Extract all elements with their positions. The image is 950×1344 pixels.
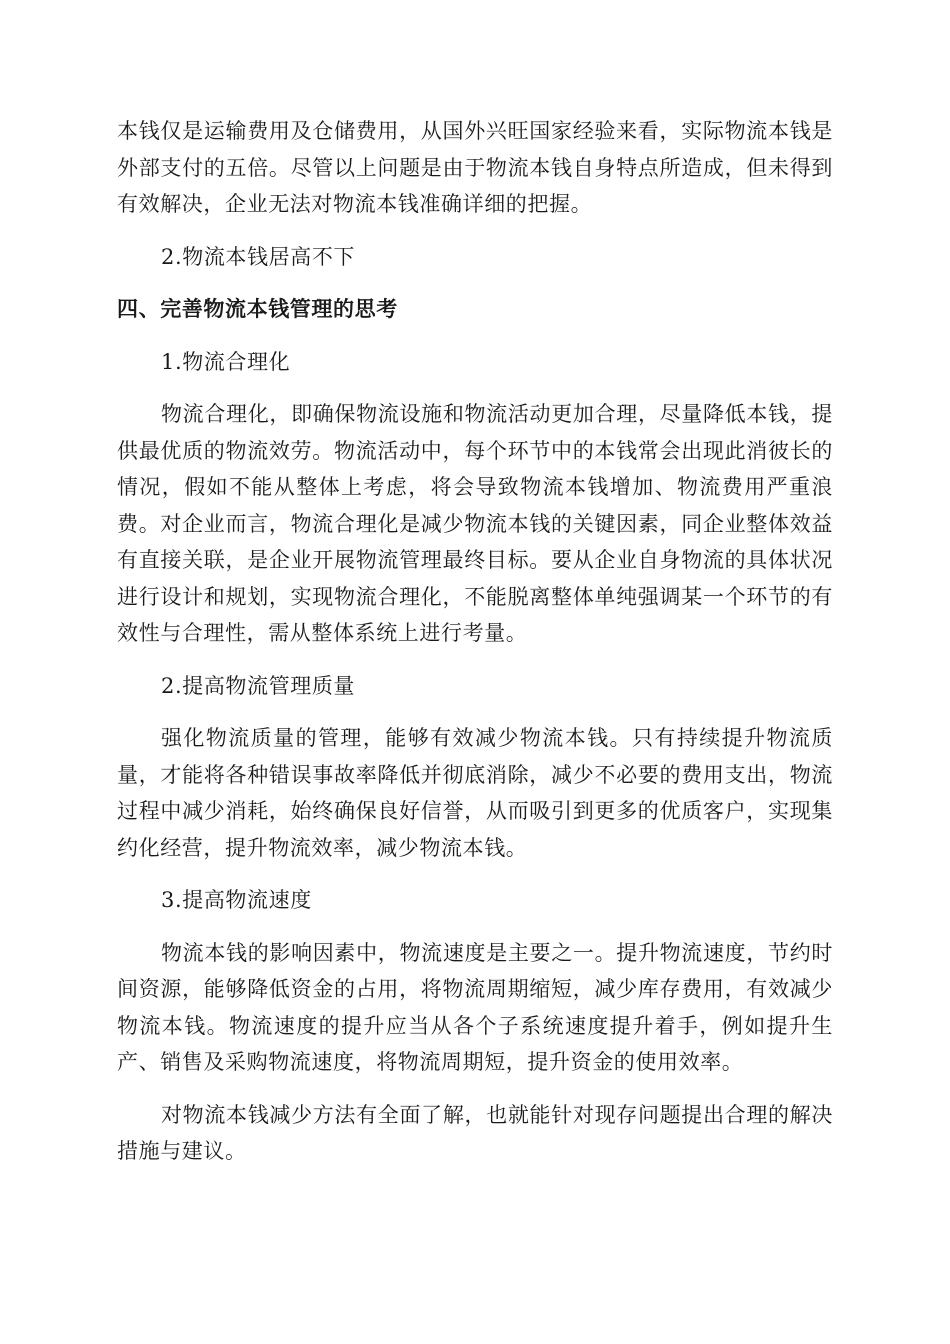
closing-paragraph: 对物流本钱减少方法有全面了解，也就能针对现存问题提出合理的解决措施与建议。 [117, 1102, 833, 1163]
subsection-2-body: 强化物流质量的管理，能够有效减少物流本钱。只有持续提升物流质量，才能将各种错误事故率降低并彻底消除，减少不必要的费用支出，物流过程中减少消耗，始终确保良好信誉，从而吸引到更多的优质客户，实现集约化经营，提升物流效率，减少物流本钱。 [117, 726, 833, 860]
intro-paragraph: 本钱仅是运输费用及仓储费用，从国外兴旺国家经验来看，实际物流本钱是外部支付的五倍。尽管以上问题是由于物流本钱自身特点所造成，但未得到有效解决，企业无法对物流本钱准确详细的把握。 [117, 119, 833, 216]
subsection-1-body: 物流合理化，即确保物流设施和物流活动更加合理，尽量降低本钱，提供最优质的物流效劳。物流活动中，每个环节中的本钱常会出现此消彼长的情况，假如不能从整体上考虑，将会导致物流本钱增加、物流费用严重浪费。对企业而言，物流合理化是减少物流本钱的关键因素，同企业整体效益有直接关联，是企业开展物流管理最终目标。要从企业自身物流的具体状况进行设计和规划，实现物流合理化，不能脱离整体单纯强调某一个环节的有效性与合理性，需从整体系统上进行考量。 [117, 402, 833, 645]
document-page [117, 113, 833, 1170]
subsection-3-title: 3.提高物流速度 [161, 888, 312, 912]
section-title: 四、完善物流本钱管理的思考 [117, 297, 398, 321]
subsection-1-title: 1.物流合理化 [161, 349, 291, 374]
subheading-high-cost: 2.物流本钱居高不下 [161, 244, 356, 269]
subsection-3-body: 物流本钱的影响因素中，物流速度是主要之一。提升物流速度，节约时间资源，能够降低资金的占用，将物流周期缩短，减少库存费用，有效减少物流本钱。物流速度的提升应当从各个子系统速度提升着手，例如提升生产、销售及采购物流速度，将物流周期短，提升资金的使用效率。 [117, 940, 833, 1074]
subsection-2-title: 2.提高物流管理质量 [161, 673, 356, 698]
